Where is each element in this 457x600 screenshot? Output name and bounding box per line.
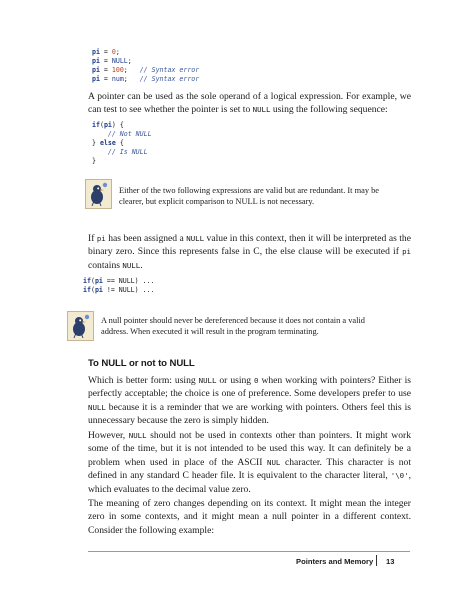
code-line	[92, 130, 152, 139]
paragraph-better-form: Which is better form: using NULL or using 0 when working with pointers? Either is perfectly acceptable; the choice is one of preference. Some developers prefer to use NULL because it is a reminder that we are working with pointers. Others feel this is unnecessary because the zero is simply hidden.	[88, 375, 411, 427]
code-token: {	[115, 139, 124, 147]
code-block-assignments	[92, 48, 199, 84]
code-line	[83, 286, 155, 295]
code-line	[92, 121, 152, 130]
code-line	[92, 57, 199, 66]
code-token: ;	[123, 66, 140, 74]
code-block-if-else	[92, 121, 152, 166]
code-token: ;	[127, 57, 132, 65]
code-token: else	[99, 139, 116, 147]
code-token: pi	[92, 57, 100, 65]
code-token: num	[111, 75, 124, 83]
code-token: ;	[115, 48, 120, 56]
crow-warning-icon	[67, 311, 94, 341]
code-token: NULL	[111, 57, 128, 65]
paragraph-null-binary-zero: If pi has been assigned a NULL value in this context, then it will be interpreted as the binary zero. Since this represents false in C, the else clause will be executed if pi contains NULL.	[88, 233, 411, 271]
code-token: == NULL) ...	[102, 277, 155, 285]
paragraph-null-contexts: However, NULL should not be used in contexts other than pointers. It might work some of the time, but it is not intended to be used this way. It can definitely be a problem when used in place of the ASCII NUL character. This character is not defined in any standard C header file. It is equivalent to the character literal, '\0', which evaluates to the decimal value zero.	[88, 430, 412, 495]
code-token: 100	[111, 66, 124, 74]
footer-separator	[376, 555, 377, 566]
code-token: != NULL) ...	[102, 286, 155, 294]
code-token	[92, 130, 108, 138]
code-token: pi	[92, 48, 100, 56]
note-redundant-comparison: Either of the two following expressions are valid but are redundant. It may be clearer, but explicit comparison to NULL is not necessary.	[119, 186, 380, 207]
code-token: (	[90, 286, 95, 294]
section-heading: To NULL or not to NULL	[88, 358, 195, 369]
code-line	[92, 148, 152, 157]
code-block-null-comparisons	[83, 277, 155, 295]
code-token: pi	[103, 121, 112, 129]
code-line	[92, 75, 199, 84]
code-line	[83, 277, 155, 286]
code-line	[92, 157, 152, 166]
footer-rule	[88, 551, 410, 552]
code-token: }	[92, 139, 100, 147]
code-token	[92, 148, 108, 156]
code-token: (	[90, 277, 95, 285]
code-token: ) {	[111, 121, 124, 129]
code-token: pi	[92, 66, 100, 74]
code-token: }	[92, 157, 96, 165]
footer-chapter-title: Pointers and Memory	[296, 557, 374, 566]
crow-note-icon	[85, 179, 112, 209]
page-number: 13	[386, 557, 395, 566]
code-token: pi	[94, 286, 103, 294]
code-token: if	[83, 277, 91, 285]
code-line	[92, 139, 152, 148]
code-token: // Is NULL	[107, 148, 148, 156]
code-token: // Syntax error	[139, 75, 200, 83]
note-null-dereference: A null pointer should never be dereferenced because it does not contain a valid address. When executed it will result in the program terminating.	[101, 316, 365, 337]
code-token: // Not NULL	[107, 130, 152, 138]
code-token: pi	[94, 277, 103, 285]
code-token: =	[99, 48, 112, 56]
code-token: =	[99, 66, 112, 74]
paragraph-pointer-logical: A pointer can be used as the sole operand of a logical expression. For example, we can test to see whether the pointer is set to NULL using the following sequence:	[88, 91, 411, 116]
code-token: 0	[111, 48, 116, 56]
paragraph-meaning-of-zero: The meaning of zero changes depending on its context. It might mean the integer zero in some contexts, and it might mean a null pointer in a different context. Consider the following example:	[88, 498, 411, 536]
code-token: pi	[92, 75, 100, 83]
code-line	[92, 48, 199, 57]
code-token: if	[83, 286, 91, 294]
code-line	[92, 66, 199, 75]
code-token: =	[99, 75, 112, 83]
code-token: ;	[123, 75, 140, 83]
code-token: // Syntax error	[139, 66, 200, 74]
code-token: if	[92, 121, 100, 129]
code-token: (	[99, 121, 104, 129]
code-token: =	[99, 57, 112, 65]
